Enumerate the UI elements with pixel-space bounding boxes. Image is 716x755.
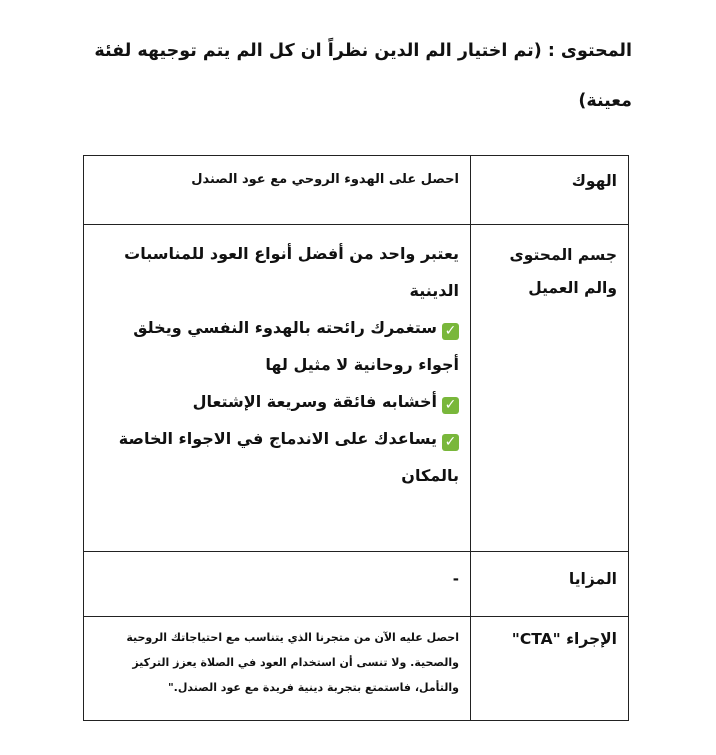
check-icon: ✓ — [442, 397, 459, 414]
body-point-1-text: ستغمرك رائحته بالهدوء النفسي ويخلق أجواء روحانية لا مثيل لها — [133, 318, 459, 374]
content-table — [83, 155, 629, 721]
cta-value: احصل عليه الآن من متجرنا الذي يتناسب مع احتياجاتك الروحية والصحية. ولا تنسى أن استخدام العود في الصلاة يعزز التركيز والتأمل، فاستمتع بتجربة دينية فريدة مع عود الصندل." — [84, 617, 471, 721]
body-point-2-text: أخشابه فائقة وسريعة الإشتعال — [192, 392, 437, 411]
hook-value: احصل على الهدوء الروحي مع عود الصندل — [84, 156, 471, 225]
body-point-1 — [95, 309, 459, 383]
body-point-3 — [95, 420, 459, 494]
features-value: - — [84, 552, 471, 617]
body-label-line-2: والم العميل — [528, 279, 617, 297]
table-row-cta — [84, 617, 629, 721]
features-label: المزايا — [471, 552, 629, 617]
intro-line-1: المحتوى : (تم اختيار الم الدين نظراً ان كل الم يتم توجيهه لفئة — [94, 41, 632, 61]
body-intro-text: يعتبر واحد من أفضل أنواع العود للمناسبات الدينية — [124, 244, 459, 300]
check-icon: ✓ — [442, 434, 459, 451]
content-intro — [72, 26, 632, 126]
check-icon: ✓ — [442, 323, 459, 340]
hook-label: الهوك — [471, 156, 629, 225]
body-label — [471, 225, 629, 552]
cta-label: الإجراء "CTA" — [471, 617, 629, 721]
table-row-body — [84, 225, 629, 552]
body-label-line-1: جسم المحتوى — [509, 246, 617, 264]
body-value — [84, 225, 471, 552]
body-point-2 — [95, 383, 459, 420]
table-row-hook — [84, 156, 629, 225]
intro-line-2: معينة) — [578, 91, 632, 111]
body-point-3-text: يساعدك على الاندماج في الاجواء الخاصة بالمكان — [118, 429, 459, 485]
table-row-features — [84, 552, 629, 617]
